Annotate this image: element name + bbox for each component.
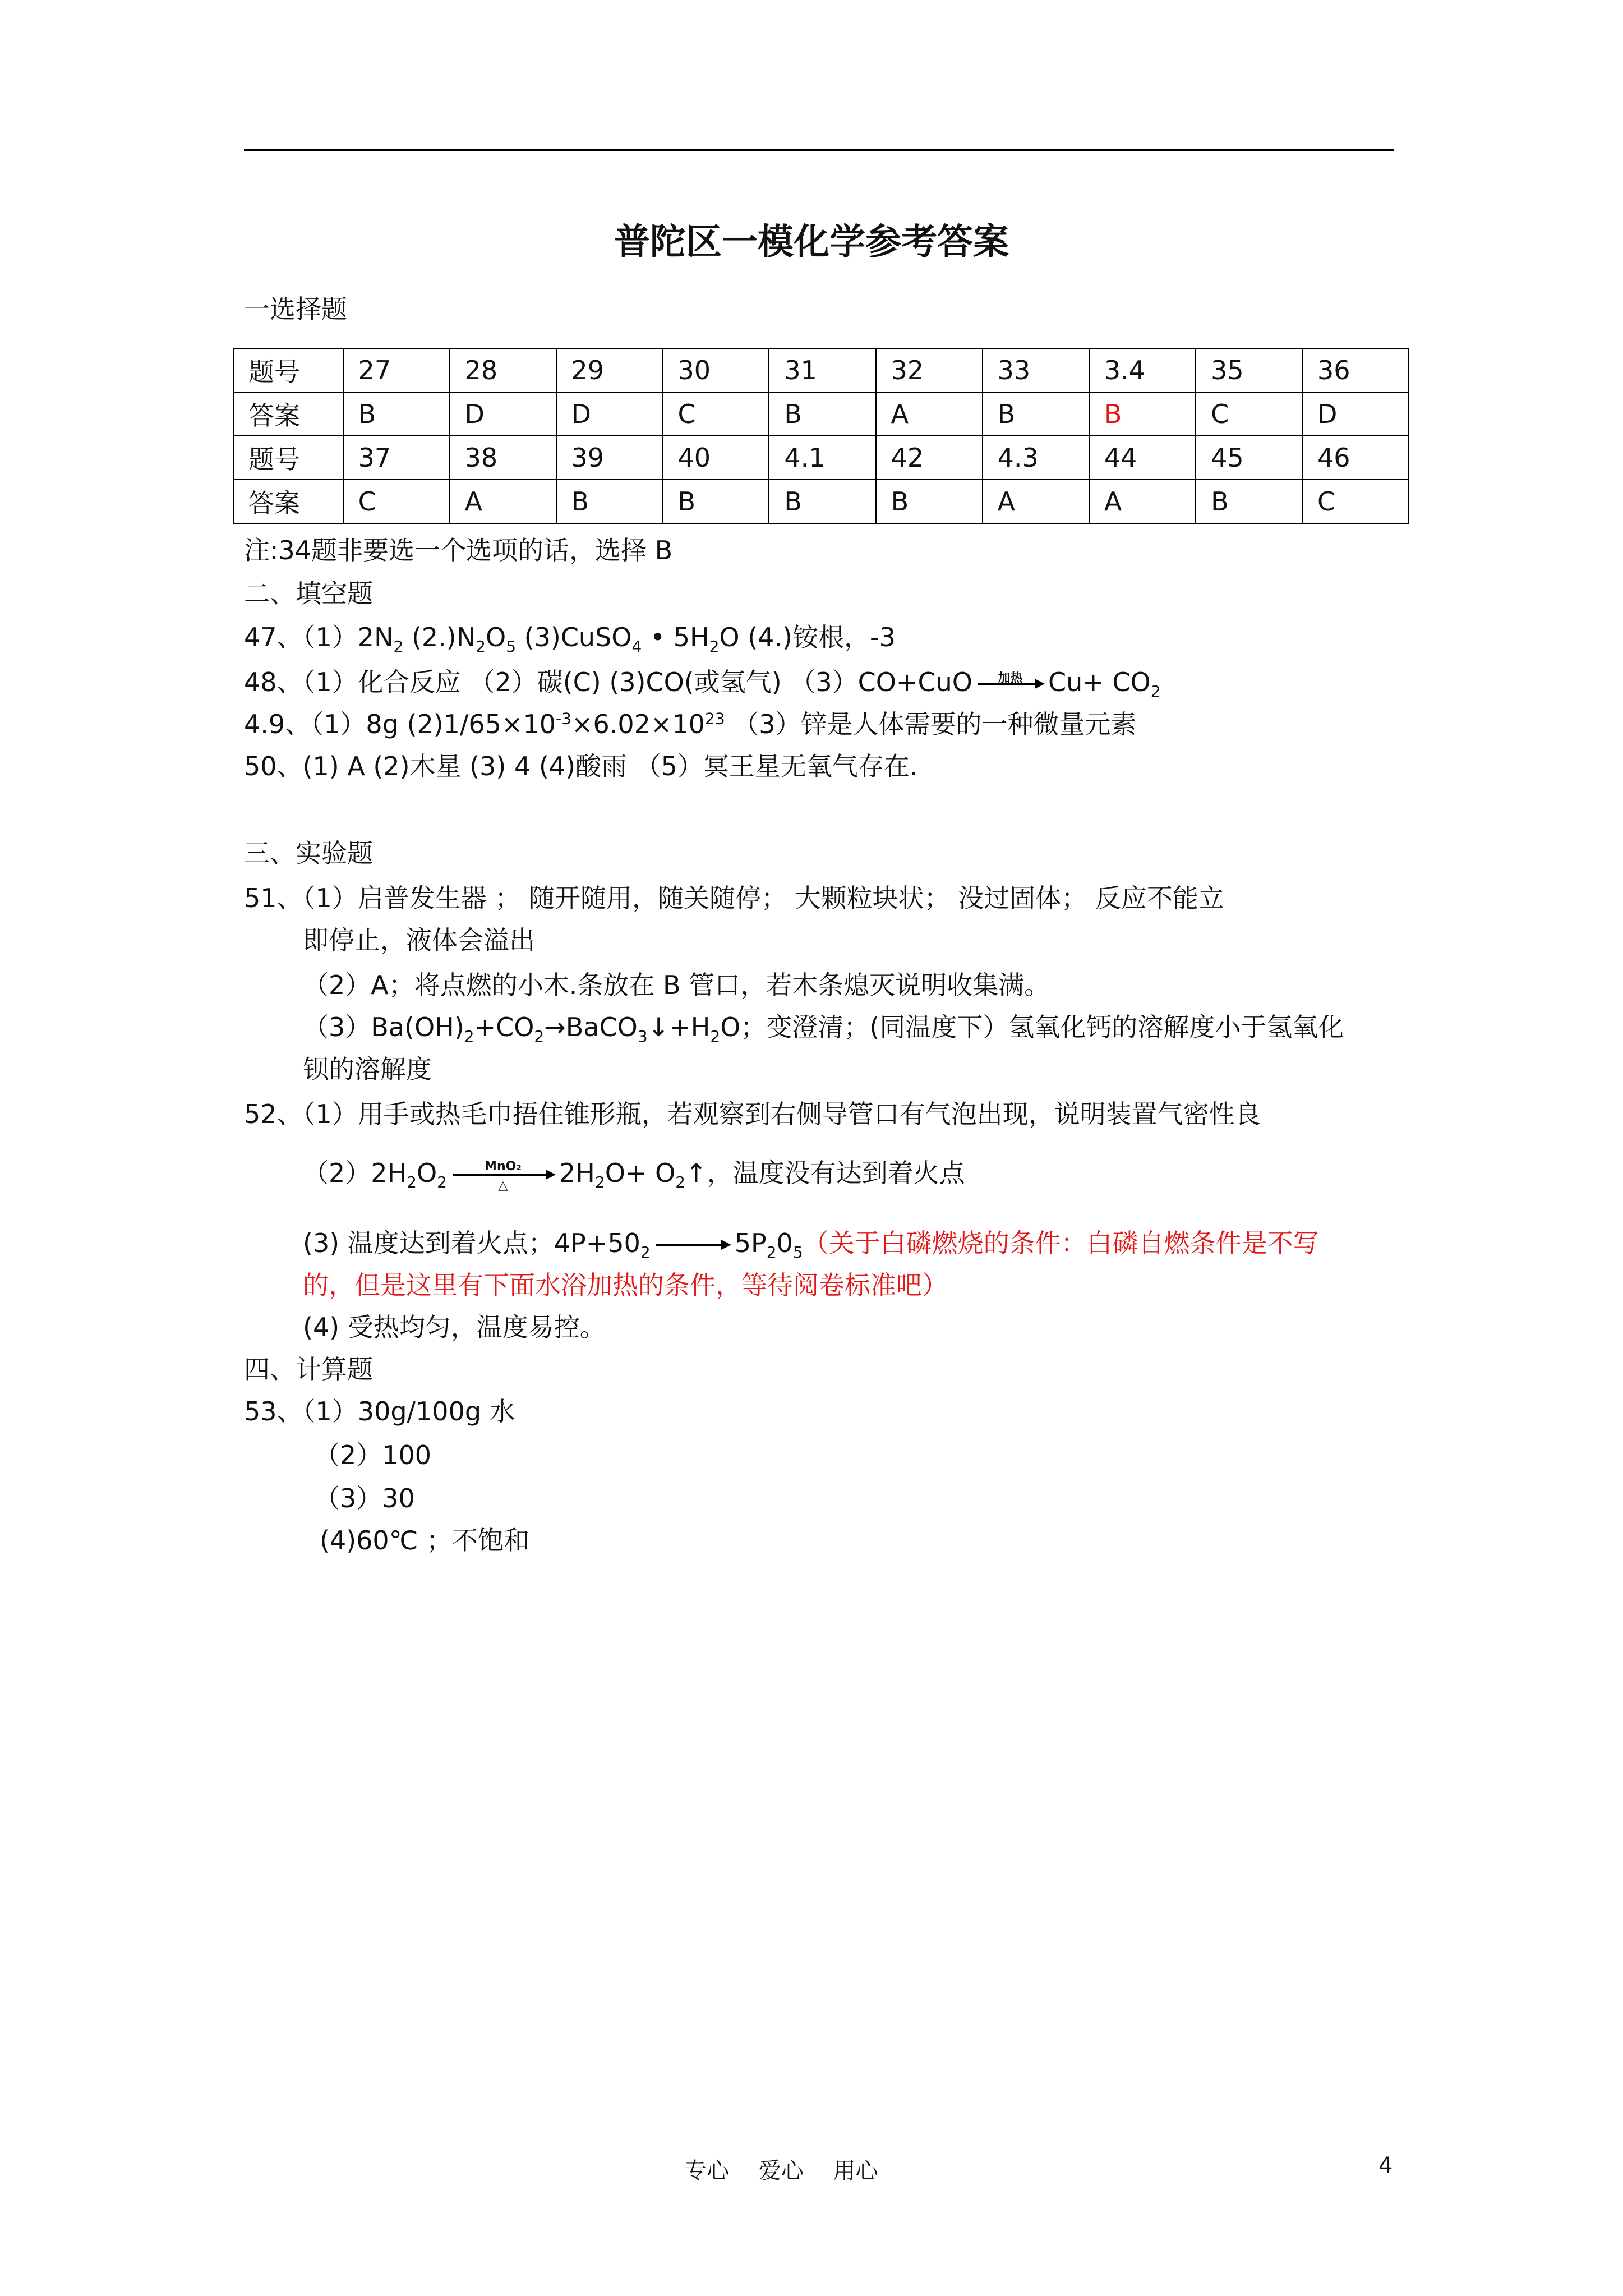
table-row bbox=[233, 480, 1409, 523]
table-cell: B bbox=[876, 480, 983, 523]
answer-51-line5: 钡的溶解度 bbox=[303, 1054, 432, 1084]
answer-53-line2: （2）100 bbox=[314, 1440, 432, 1470]
answer-50: 50、(1) A (2)木星 (3) 4 (4)酸雨 （5）冥王星无氧气存在. bbox=[244, 751, 918, 781]
table-cell: 39 bbox=[556, 436, 663, 480]
table-cell: 31 bbox=[769, 348, 875, 392]
table-cell: B bbox=[1196, 480, 1302, 523]
table-cell: 32 bbox=[876, 348, 983, 392]
row-header-cell: 答案 bbox=[233, 480, 343, 523]
table-cell: 4.3 bbox=[983, 436, 1089, 480]
table-cell: C bbox=[662, 392, 769, 436]
row-header-cell: 题号 bbox=[233, 436, 343, 480]
answer-52-line3: (3) 温度达到着火点；$4P+50_2$ $5P_20_5$（关于白磷燃烧的条件：白磷自燃条件是不写 bbox=[303, 1228, 1319, 1262]
answer-52-annotation: 的，但是这里有下面水浴加热的条件，等待阅卷标准吧） bbox=[303, 1270, 948, 1300]
table-cell: 40 bbox=[662, 436, 769, 480]
note-34: 注:34题非要选一个选项的话，选择 B bbox=[244, 535, 673, 565]
answer-49: 4.9、（1）8g $(2)1/65\times 10^{-3}\times 6.02\times 10^{23}$ （3）锌是人体需要的一种微量元素 bbox=[244, 709, 1137, 739]
answer-52-line2: $(2)2H_2O_2$ MnO₂ △ $2H_2O+$ $O_2↑$，温度没有达到着火点 bbox=[303, 1158, 965, 1193]
table-cell: 3.4 bbox=[1089, 348, 1196, 392]
table-cell: 46 bbox=[1302, 436, 1409, 480]
answer-51-line1: 51、（1）启普发生器 ； 随开随用，随关随停； 大颗粒块状； 没过固体； 反应不能立 bbox=[244, 883, 1224, 913]
answer-51-line4: $(3)Ba(OH)_2+CO_2\to BaCO_3↓+H_2O$；变澄清；(同温度下）氢氧化钙的溶解度小于氢氧化 bbox=[303, 1012, 1344, 1046]
reaction-arrow bbox=[656, 1244, 729, 1246]
section-experiment-heading: 三、实验题 bbox=[244, 838, 373, 868]
table-cell: B bbox=[556, 480, 663, 523]
answer-51-line3: （2）A；将点燃的小木.条放在 B 管口，若木条熄灭说明收集满。 bbox=[303, 970, 1050, 1000]
table-row bbox=[233, 436, 1409, 480]
section-fill-heading: 二、填空题 bbox=[244, 578, 373, 609]
page-footer: 专心 爱心 用心 bbox=[684, 2158, 878, 2184]
answer-53-line4: (4)60℃ ；不饱和 bbox=[320, 1525, 529, 1556]
table-cell: B bbox=[769, 392, 875, 436]
answer-48: 48、（1）化合反应 （2）碳(C) (3)CO(或氢气) （3）CO+CuO 加热 $Cu+ CO_2$ bbox=[244, 667, 1161, 701]
catalyst-arrow: MnO₂ △ bbox=[453, 1174, 554, 1176]
table-cell: B bbox=[343, 392, 450, 436]
table-cell: C bbox=[1196, 392, 1302, 436]
table-row bbox=[233, 348, 1409, 392]
table-cell: C bbox=[343, 480, 450, 523]
table-cell: A bbox=[450, 480, 556, 523]
table-cell: 33 bbox=[983, 348, 1089, 392]
table-row bbox=[233, 392, 1409, 436]
row-header-cell: 题号 bbox=[233, 348, 343, 392]
table-cell: 29 bbox=[556, 348, 663, 392]
row-header-cell: 答案 bbox=[233, 392, 343, 436]
section-calc-heading: 四、计算题 bbox=[244, 1354, 373, 1384]
table-cell: A bbox=[983, 480, 1089, 523]
table-cell: 37 bbox=[343, 436, 450, 480]
table-cell: 4.1 bbox=[769, 436, 875, 480]
answer-53-line1: 53、（1）30g/100g 水 bbox=[244, 1396, 515, 1427]
table-cell: 28 bbox=[450, 348, 556, 392]
page-number: 4 bbox=[1378, 2153, 1393, 2179]
answer-52-line1: 52、（1）用手或热毛巾捂住锥形瓶，若观察到右侧导管口有气泡出现，说明装置气密性良 bbox=[244, 1099, 1261, 1129]
table-cell: A bbox=[876, 392, 983, 436]
table-cell: D bbox=[450, 392, 556, 436]
answer-52-line5: (4) 受热均匀，温度易控。 bbox=[303, 1312, 606, 1342]
table-cell: B bbox=[1089, 392, 1196, 436]
answer-53-line3: （3）30 bbox=[314, 1483, 415, 1513]
section-choice-heading: 一选择题 bbox=[244, 294, 347, 324]
answer-47: 47、$(1)2N_2$ $(2.)N_2O_5$ (3)CuSO$_4$ • $5H_2O$ (4.)铵根，-3 bbox=[244, 622, 896, 656]
table-cell: 35 bbox=[1196, 348, 1302, 392]
table-cell: 27 bbox=[343, 348, 450, 392]
table-cell: 44 bbox=[1089, 436, 1196, 480]
table-cell: 45 bbox=[1196, 436, 1302, 480]
table-cell: 38 bbox=[450, 436, 556, 480]
table-cell: B bbox=[769, 480, 875, 523]
table-cell: B bbox=[662, 480, 769, 523]
answer-51-line2: 即停止，液体会溢出 bbox=[303, 925, 535, 955]
table-cell: 36 bbox=[1302, 348, 1409, 392]
table-cell: C bbox=[1302, 480, 1409, 523]
table-cell: D bbox=[1302, 392, 1409, 436]
page-title: 普陀区一模化学参考答案 bbox=[614, 221, 1009, 263]
table-cell: A bbox=[1089, 480, 1196, 523]
header-rule bbox=[244, 149, 1394, 151]
answer-table bbox=[233, 348, 1409, 524]
table-cell: B bbox=[983, 392, 1089, 436]
table-cell: 42 bbox=[876, 436, 983, 480]
table-cell: 30 bbox=[662, 348, 769, 392]
heating-arrow: 加热 bbox=[978, 683, 1043, 685]
table-cell: D bbox=[556, 392, 663, 436]
